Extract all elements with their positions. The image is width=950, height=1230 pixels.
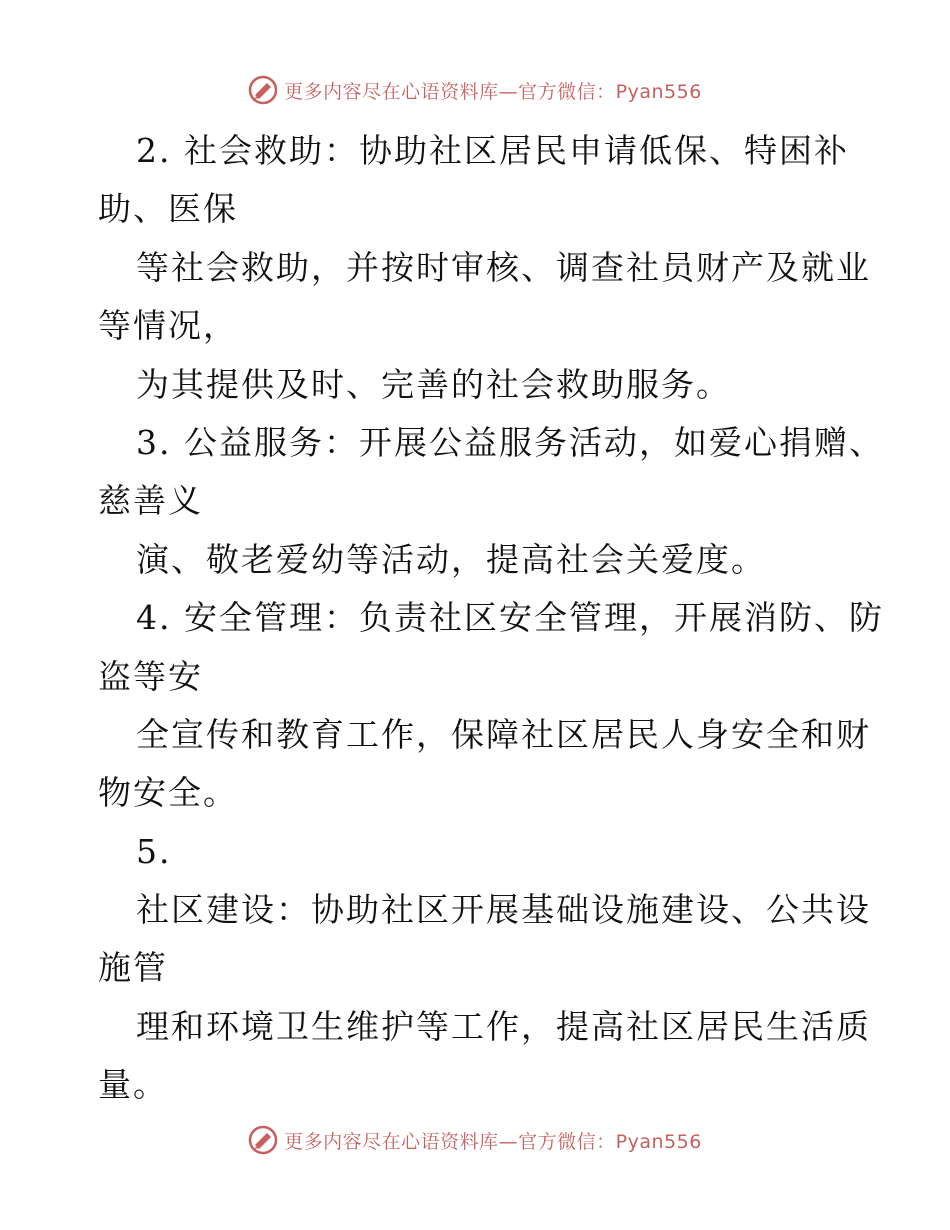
text-line: 施管 xyxy=(98,948,168,988)
text-line: 2. 社会救助：协助社区居民申请低保、特困补 xyxy=(136,131,849,170)
text-line: 为其提供及时、完善的社会救助服务。 xyxy=(136,364,731,404)
text-line: 盗等安 xyxy=(98,656,203,696)
text-line: 量。 xyxy=(98,1065,168,1105)
text-line: 4. 安全管理：负责社区安全管理，开展消防、防 xyxy=(136,598,884,638)
text-line: 理和环境卫生维护等工作，提高社区居民生活质 xyxy=(136,1006,871,1046)
text-line: 等情况， xyxy=(98,306,238,346)
watermark-text: 更多内容尽在心语资料库—官方微信：Pyan556 xyxy=(284,80,702,103)
text-line: 5. xyxy=(136,831,172,871)
footer-watermark xyxy=(0,1120,950,1160)
header-watermark xyxy=(0,70,950,110)
logo-seal-icon xyxy=(248,75,278,105)
document-body xyxy=(98,122,884,1115)
text-line: 3. 公益服务：开展公益服务活动，如爱心捐赠、 xyxy=(136,422,884,462)
text-line: 全宣传和教育工作，保障社区居民人身安全和财 xyxy=(136,714,871,754)
logo-seal-icon xyxy=(248,1125,278,1155)
text-line: 助、医保 xyxy=(98,189,238,229)
text-line: 演、敬老爱幼等活动，提高社会关爱度。 xyxy=(136,539,766,579)
text-line: 慈善义 xyxy=(98,481,203,521)
text-line: 社区建设：协助社区开展基础设施建设、公共设 xyxy=(136,890,871,930)
text-line: 等社会救助，并按时审核、调查社员财产及就业 xyxy=(136,247,871,287)
text-line: 物安全。 xyxy=(98,773,238,813)
watermark-text: 更多内容尽在心语资料库—官方微信：Pyan556 xyxy=(284,1130,702,1153)
